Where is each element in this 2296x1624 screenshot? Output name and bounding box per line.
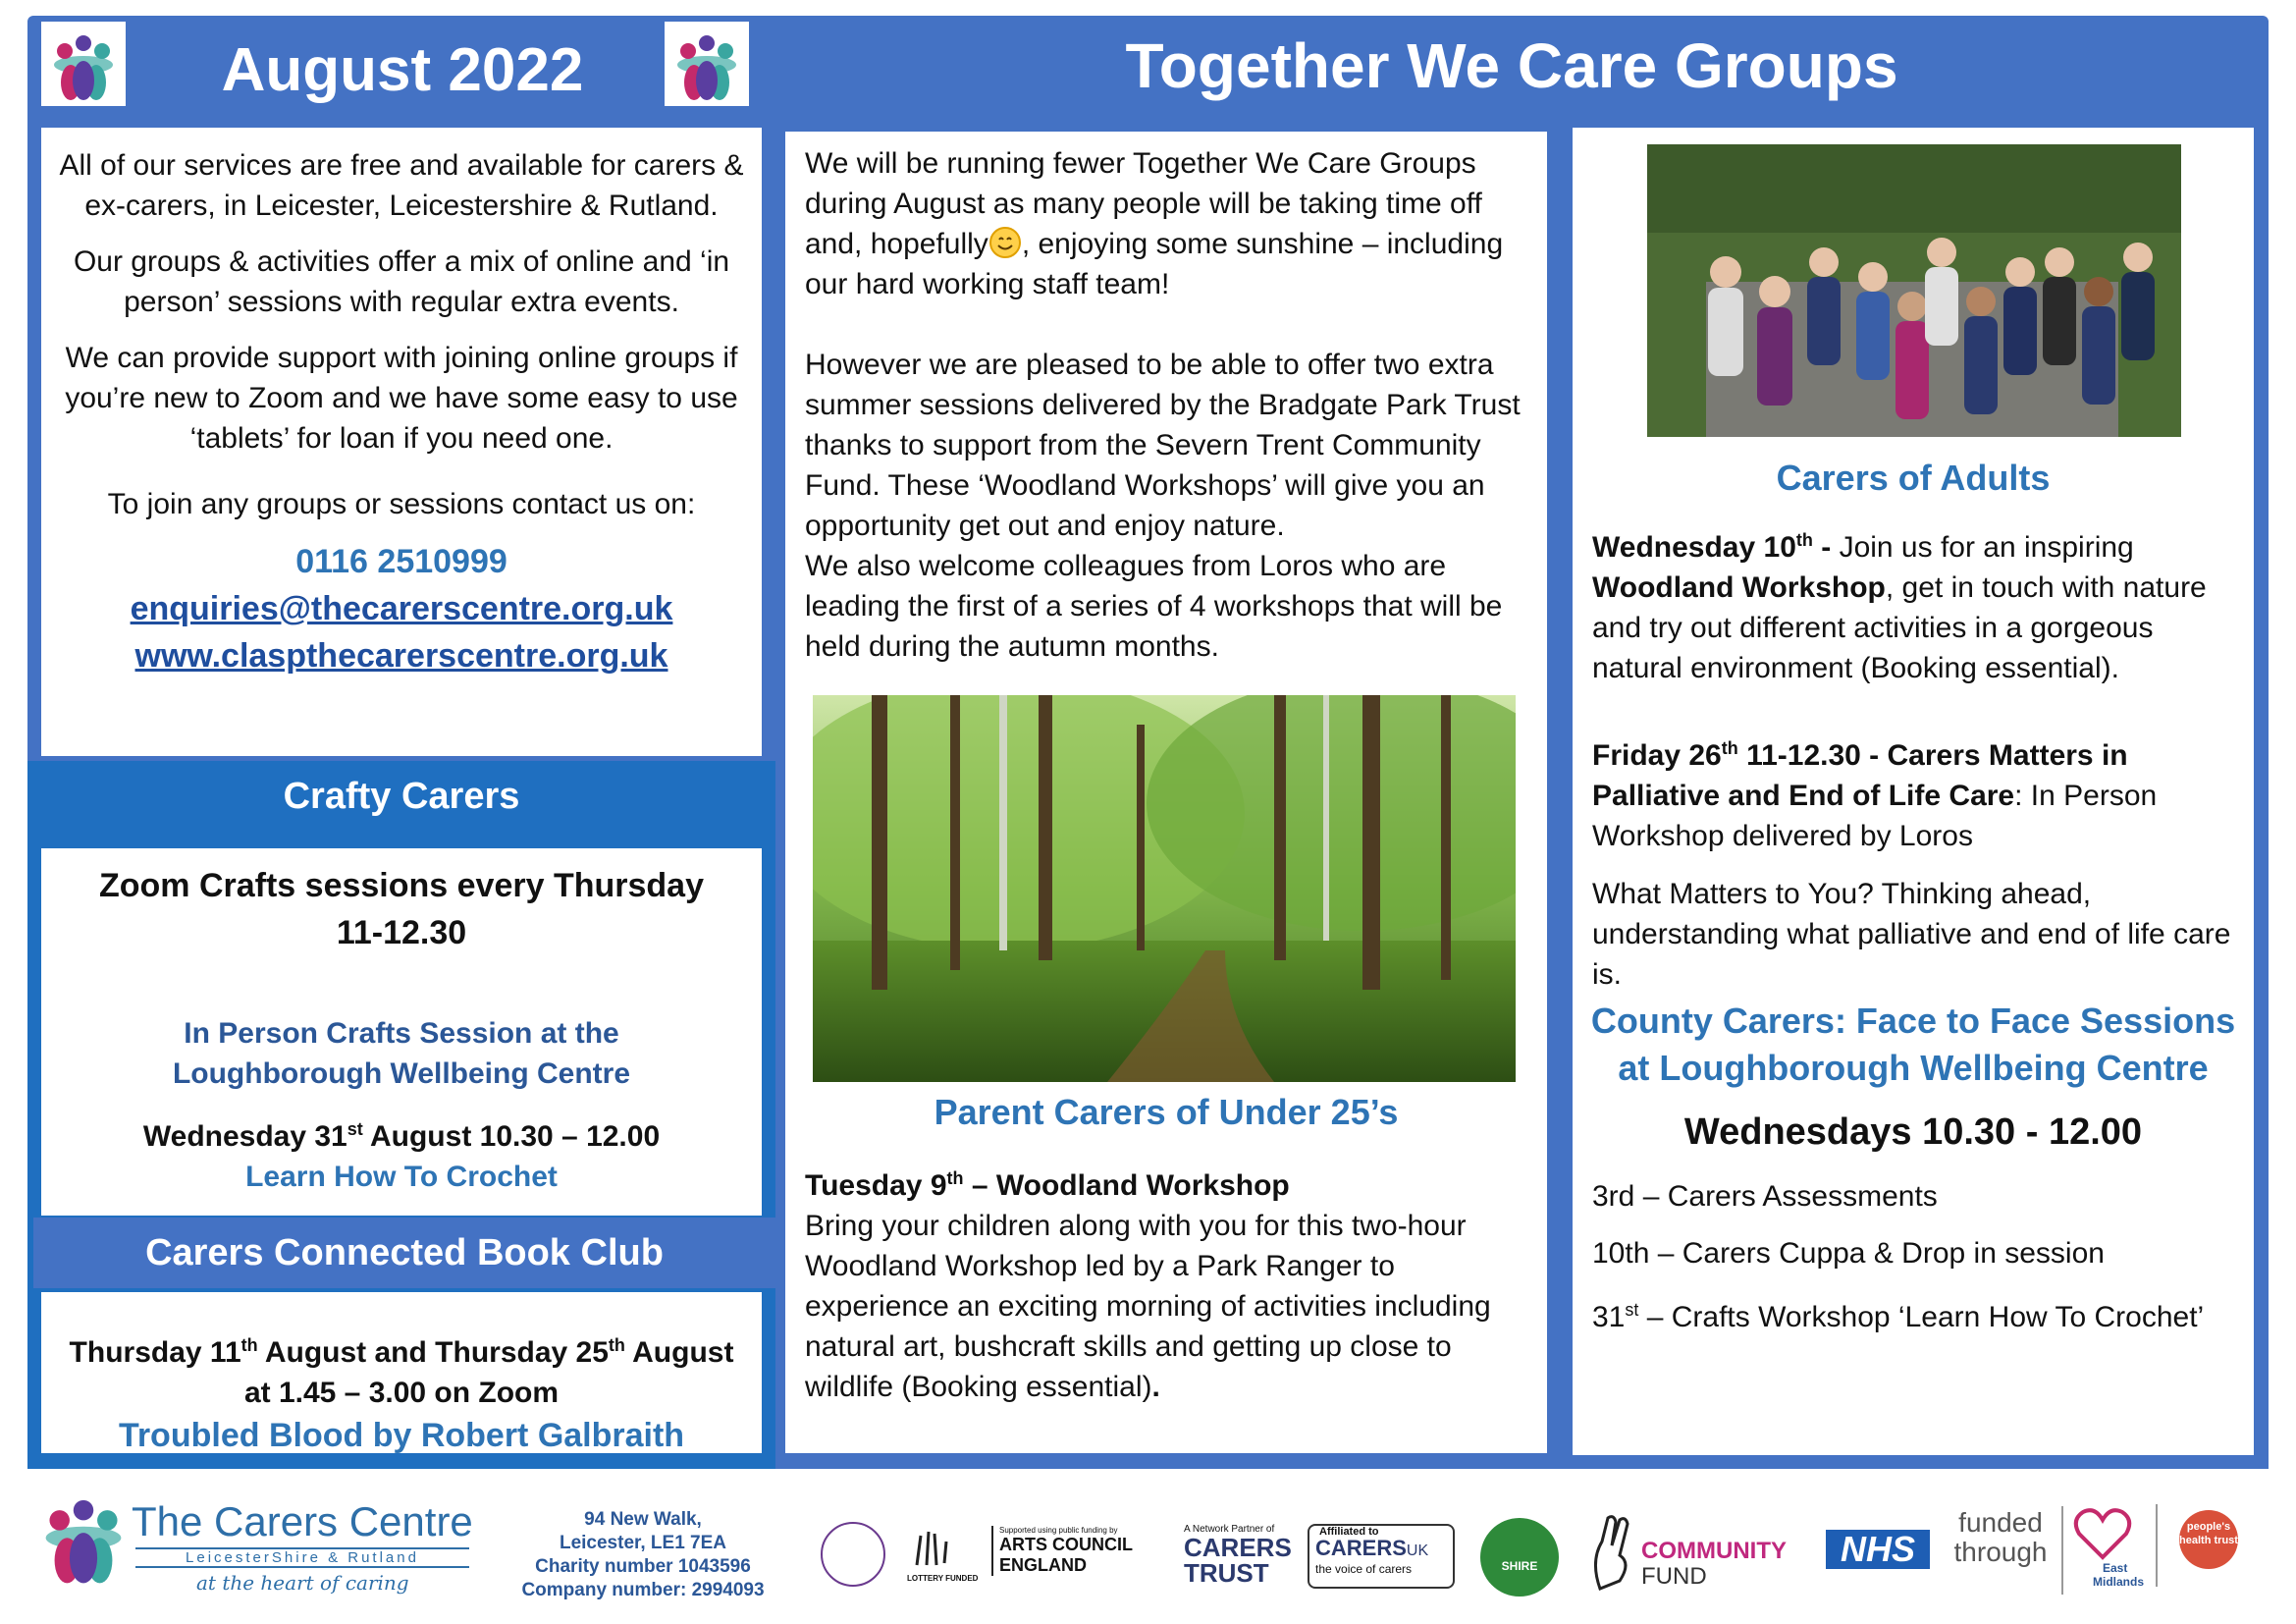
fri-sup: th bbox=[1721, 738, 1738, 758]
carersuk-1: CARERS bbox=[1315, 1536, 1407, 1560]
group-photo bbox=[1647, 144, 2181, 437]
carers-trust-logo bbox=[1184, 1524, 1302, 1586]
east-midlands-logo bbox=[2061, 1506, 2145, 1595]
wed-sup: th bbox=[1795, 530, 1813, 550]
county-sessions bbox=[1592, 1176, 2240, 1337]
bookclub-title: Carers Connected Book Club bbox=[145, 1232, 664, 1273]
month-title: August 2022 bbox=[221, 36, 584, 104]
ct-1: CARERS bbox=[1184, 1533, 1292, 1562]
footer-tagline: at the heart of caring bbox=[196, 1571, 409, 1595]
session-10th: 10th – Carers Cuppa & Drop in session bbox=[1592, 1237, 2105, 1270]
inperson-line-2: Loughborough Wellbeing Centre bbox=[172, 1057, 631, 1090]
session-3rd: 3rd – Carers Assessments bbox=[1592, 1180, 1938, 1213]
crochet-label: Learn How To Crochet bbox=[245, 1161, 558, 1193]
bookclub-sup-1: th bbox=[240, 1335, 258, 1355]
east-1: East bbox=[2103, 1561, 2128, 1575]
zoom-crafts-line-2: 11-12.30 bbox=[336, 914, 467, 951]
intro-paragraph-1: All of our services are free and available for carers & ex-carers, in Leicester, Leicestershire & Rutland. bbox=[59, 149, 744, 222]
tuesday-heading bbox=[805, 1159, 1535, 1206]
bookclub-dates-c: August bbox=[624, 1336, 734, 1369]
fri-a: Friday 26 bbox=[1592, 739, 1722, 772]
intro-paragraph-4: To join any groups or sessions contact us on: bbox=[107, 488, 696, 520]
shire-logo bbox=[1480, 1518, 1559, 1597]
tuesday-body-text: Bring your children along with you for this two-hour Woodland Workshop led by a Park Ranger to experience an exciting morning of activities including natural art, bushcraft skills and getting up close to wildlife (Booking essential) bbox=[805, 1210, 1491, 1403]
inperson-line-1: In Person Crafts Session at the bbox=[184, 1017, 619, 1050]
crafty-date-b: August 10.30 – 12.00 bbox=[362, 1120, 661, 1153]
middle-paragraph-1 bbox=[805, 143, 1535, 304]
wed-e: , get in touch with nature and try out different activities in a gorgeous natural environment (Booking essential). bbox=[1592, 571, 2207, 684]
fri-b: 11-12.30 - Carers Matters in Palliative and End of Life Care bbox=[1592, 739, 2128, 812]
tuesday-b: – Woodland Workshop bbox=[963, 1169, 1290, 1202]
crafty-title: Crafty Carers bbox=[283, 776, 520, 817]
what-matters: What Matters to You? Thinking ahead, understanding what palliative and end of life care is. bbox=[1592, 878, 2231, 991]
carersuk-tag: the voice of carers bbox=[1315, 1562, 1413, 1576]
middle-intro-text bbox=[805, 143, 1535, 667]
address-3: Charity number 1043596 bbox=[535, 1556, 751, 1577]
woodland-image bbox=[813, 695, 1516, 1082]
session-31st bbox=[1592, 1290, 2240, 1337]
arts-2: ENGLAND bbox=[999, 1555, 1087, 1575]
parent-carers-content bbox=[805, 1159, 1535, 1407]
bookclub-dates bbox=[49, 1326, 754, 1373]
bookclub-book: Troubled Blood by Robert Galbraith bbox=[118, 1417, 685, 1454]
phone-number[interactable]: 0116 2510999 bbox=[295, 543, 507, 580]
carers-uk-logo bbox=[1308, 1524, 1455, 1589]
email-link[interactable]: enquiries@thecarerscentre.org.uk bbox=[130, 590, 673, 627]
nhs-logo: NHS bbox=[1826, 1530, 1930, 1569]
funded-2: through bbox=[1953, 1537, 2048, 1567]
tuesday-a: Tuesday 9 bbox=[805, 1169, 947, 1202]
carersuk-row bbox=[1309, 1538, 1453, 1562]
parent-carers-title: Parent Carers of Under 25’s bbox=[934, 1092, 1399, 1132]
intro-paragraph-3: We can provide support with joining online groups if you’re new to Zoom and we have some easy to use ‘tablets’ for loan if you need one. bbox=[65, 342, 738, 455]
zoom-crafts-line-1: Zoom Crafts sessions every Thursday bbox=[98, 867, 704, 904]
carersuk-2: UK bbox=[1406, 1543, 1429, 1559]
wed-c: Join us for an inspiring bbox=[1839, 531, 2134, 564]
crafty-date bbox=[49, 1110, 754, 1157]
arts-1: ARTS COUNCIL bbox=[999, 1535, 1133, 1554]
arts-council-logo bbox=[991, 1526, 1147, 1576]
crafty-content bbox=[49, 862, 754, 1197]
s3-a: 31 bbox=[1592, 1301, 1626, 1333]
carers-logo-icon bbox=[29, 1483, 137, 1591]
heart-icon bbox=[2073, 1506, 2132, 1561]
address-2: Leicester, LE1 7EA bbox=[559, 1533, 727, 1553]
footer-org-name: The Carers Centre bbox=[132, 1498, 473, 1544]
tuesday-body bbox=[805, 1206, 1535, 1407]
arts-small: Supported using public funding by bbox=[999, 1526, 1118, 1535]
county-carers-title: County Carers: Face to Face Sessions at Loughborough Wellbeing Centre bbox=[1590, 1001, 2236, 1088]
middle-paragraph-3: We also welcome colleagues from Loros who are leading the first of a series of 4 workshops that will be held during the autumn months. bbox=[805, 550, 1503, 663]
tuesday-sup: th bbox=[946, 1168, 964, 1188]
bookclub-dates-b: August and Thursday 25 bbox=[257, 1336, 609, 1369]
carers-of-adults-title: Carers of Adults bbox=[1776, 458, 2051, 498]
intro-paragraph-2: Our groups & activities offer a mix of online and ‘in person’ sessions with regular extra events. bbox=[73, 245, 730, 318]
s3-sup: st bbox=[1625, 1300, 1639, 1320]
jubilee-emblem-icon bbox=[821, 1522, 885, 1587]
wednesday-10-item bbox=[1592, 520, 2240, 688]
peoples-badge: people's health trust bbox=[2179, 1510, 2238, 1569]
wednesdays-heading: Wednesdays 10.30 - 12.00 bbox=[1683, 1111, 2143, 1153]
peoples-health-logo bbox=[2156, 1504, 2266, 1587]
bookclub-dates-a: Thursday 11 bbox=[69, 1336, 241, 1369]
affil-label: Affiliated to bbox=[1319, 1526, 1379, 1538]
friday-26-item bbox=[1592, 729, 2240, 856]
main-title: Together We Care Groups bbox=[1125, 30, 1898, 101]
bookclub-sup-2: th bbox=[608, 1335, 625, 1355]
carers-logo-icon bbox=[665, 22, 749, 106]
footer-org-sub: LeicesterShire & Rutland bbox=[135, 1547, 469, 1568]
carers-logo-icon bbox=[41, 22, 126, 106]
fri-c: : In Person Workshop delivered by Loros bbox=[1592, 780, 2158, 852]
smiley-icon bbox=[988, 226, 1022, 259]
shire-label: SHIRE bbox=[1501, 1559, 1538, 1573]
community-fund-logo bbox=[1580, 1512, 1796, 1591]
bookclub-content bbox=[49, 1326, 754, 1458]
east-2: Midlands bbox=[2093, 1575, 2145, 1589]
crafty-date-a: Wednesday 31 bbox=[142, 1120, 347, 1153]
wed-b: - bbox=[1812, 531, 1840, 564]
middle-paragraph-2: However we are pleased to be able to offer two extra summer sessions delivered by the Bradgate Park Trust thanks to support from the Severn Trent Community Fund. These ‘Woodland Workshops’ will give you an opportunity get out and enjoy nature. bbox=[805, 349, 1521, 542]
lottery-label: LOTTERY FUNDED bbox=[907, 1574, 979, 1583]
funded-1: funded bbox=[1958, 1507, 2043, 1538]
address-4: Company number: 2994093 bbox=[521, 1580, 765, 1600]
group-image bbox=[1647, 144, 2181, 437]
carers-centre-footer-logo bbox=[29, 1483, 481, 1600]
funded-through bbox=[1951, 1508, 2050, 1567]
community-2: FUND bbox=[1641, 1563, 1707, 1590]
header-logo-left bbox=[41, 22, 126, 106]
address-1: 94 New Walk, bbox=[584, 1509, 702, 1530]
crossed-fingers-icon bbox=[1580, 1512, 1649, 1591]
wed-d: Woodland Workshop bbox=[1592, 571, 1886, 604]
header-logo-right bbox=[665, 22, 749, 106]
middle-p1-b: , enjoying some sunshine – including our hard working staff team! bbox=[805, 228, 1504, 300]
wed-a: Wednesday 10 bbox=[1592, 531, 1796, 564]
footer-address bbox=[491, 1508, 795, 1602]
intro-text bbox=[49, 145, 754, 679]
woodland-photo bbox=[813, 695, 1516, 1082]
right-content bbox=[1592, 520, 2240, 995]
bookclub-time: at 1.45 – 3.00 on Zoom bbox=[243, 1377, 560, 1409]
tuesday-dot: . bbox=[1151, 1371, 1160, 1403]
lottery-hand-icon bbox=[907, 1528, 956, 1569]
community-1: COMMUNITY bbox=[1641, 1538, 1787, 1564]
middle-p1-a: We will be running fewer Together We Care Groups during August as many people will be taking time off and, hopefully bbox=[805, 147, 1482, 260]
ct-2: TRUST bbox=[1184, 1558, 1269, 1588]
website-link[interactable]: www.claspthecarerscentre.org.uk bbox=[134, 637, 668, 675]
s3-b: – Crafts Workshop ‘Learn How To Crochet’ bbox=[1638, 1301, 2205, 1333]
crafty-date-sup: st bbox=[347, 1119, 363, 1139]
ct-small: A Network Partner of bbox=[1184, 1524, 1275, 1535]
lottery-logo bbox=[907, 1528, 986, 1587]
